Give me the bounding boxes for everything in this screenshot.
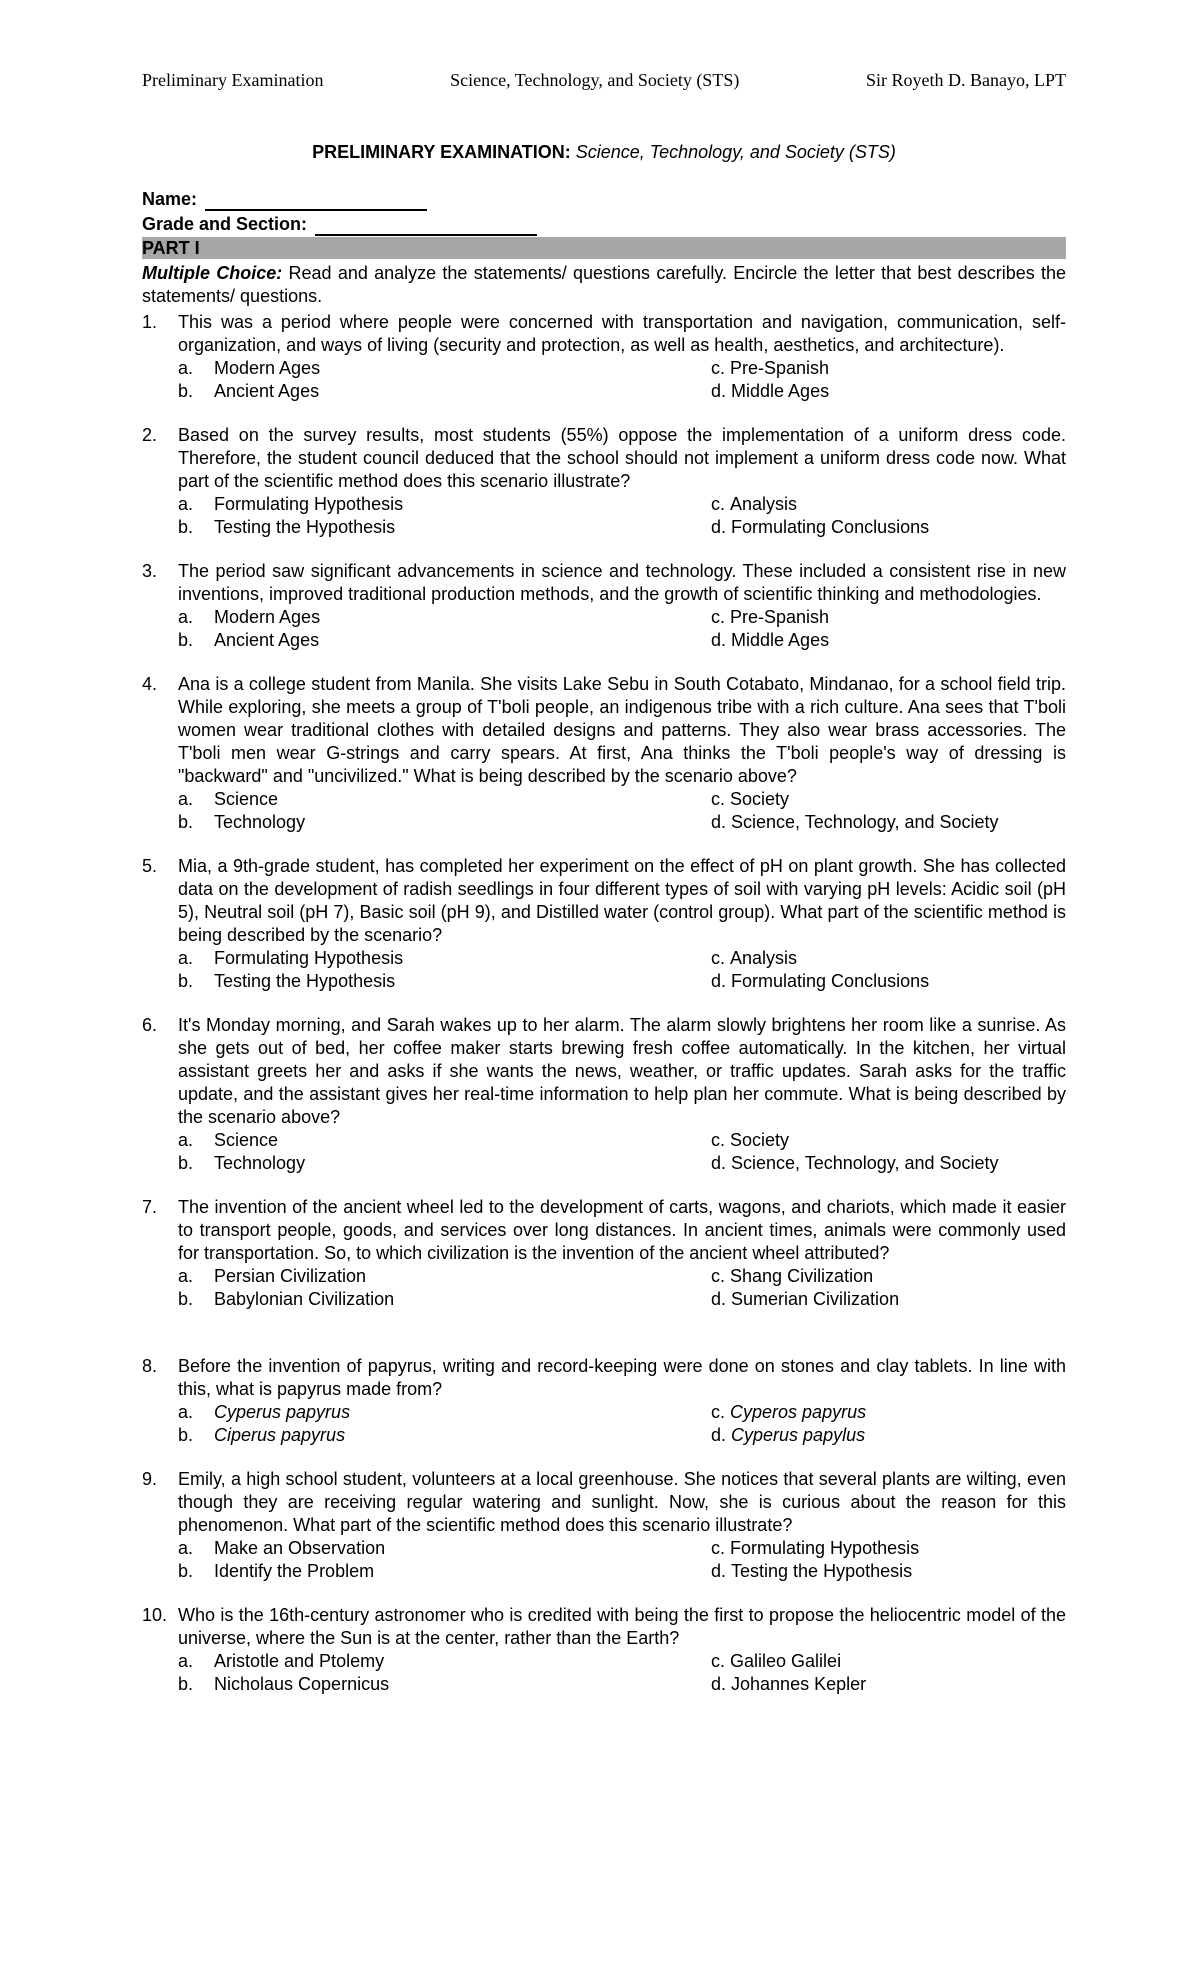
- instructions-lead: Multiple Choice:: [142, 263, 283, 283]
- choice-text: Modern Ages: [214, 358, 321, 378]
- choice-c[interactable]: c. Galileo Galilei: [711, 1651, 842, 1671]
- grade-section-label: Grade and Section:: [142, 214, 308, 234]
- choices: [178, 788, 1066, 834]
- choice-c[interactable]: c. Shang Civilization: [711, 1266, 874, 1286]
- choices: [178, 1129, 1066, 1175]
- choice-d[interactable]: d. Cyperus papylus: [711, 1425, 866, 1445]
- choice-d[interactable]: d. Formulating Conclusions: [711, 971, 930, 991]
- choice-d[interactable]: d. Science, Technology, and Society: [711, 812, 999, 832]
- title-label: PRELIMINARY EXAMINATION:: [312, 142, 571, 162]
- choice-text: Analysis: [730, 494, 798, 514]
- question-number: 1.: [142, 312, 158, 332]
- question-7: [142, 1196, 1066, 1311]
- question-number: 3.: [142, 561, 158, 581]
- choice-a[interactable]: a. Modern Ages: [178, 607, 321, 627]
- question-stem: The invention of the ancient wheel led to the development of carts, wagons, and chariots, which made it easier to transport people, goods, and services over long distances. In ancient times, animals were commonly used for transportation. So, to which civilization is the invention of the ancient wheel attributed?: [178, 1197, 1066, 1263]
- part-heading: PART I: [142, 237, 1066, 259]
- choice-d[interactable]: d. Formulating Conclusions: [711, 517, 930, 537]
- question-stem: The period saw significant advancements in science and technology. These included a consistent rise in new inventions, improved traditional production methods, and the growth of scientific thinking and methodologies.: [178, 561, 1066, 604]
- name-field: [142, 186, 1066, 211]
- choice-text: Testing the Hypothesis: [731, 1561, 913, 1581]
- question-list: [142, 311, 1066, 1696]
- choice-text: Cyperus papyrus: [214, 1402, 351, 1422]
- choice-text: Pre-Spanish: [730, 358, 830, 378]
- choice-text: Ancient Ages: [214, 630, 320, 650]
- question-stem: Before the invention of papyrus, writing and record-keeping were done on stones and clay tablets. In line with this, what is papyrus made from?: [178, 1356, 1066, 1399]
- choice-a[interactable]: a. Aristotle and Ptolemy: [178, 1651, 385, 1671]
- header-left: Preliminary Examination: [142, 70, 324, 90]
- instructions-text: Read and analyze the statements/ questions carefully. Encircle the letter that best describes the statements/ questions.: [142, 263, 1066, 306]
- question-stem: Emily, a high school student, volunteers at a local greenhouse. She notices that several plants are wilting, even though they are receiving regular watering and sunlight. Now, she is curious about the reason for this phenomenon. What part of the scientific method does this scenario illustrate?: [178, 1469, 1066, 1535]
- choice-text: Shang Civilization: [730, 1266, 874, 1286]
- choice-text: Cyperus papylus: [731, 1425, 866, 1445]
- choice-b[interactable]: b. Ancient Ages: [178, 630, 320, 650]
- choice-d[interactable]: d. Science, Technology, and Society: [711, 1153, 999, 1173]
- question-number: 10.: [142, 1605, 168, 1625]
- question-stem: Based on the survey results, most students (55%) oppose the implementation of a uniform dress code. Therefore, the student council deduced that the school should not implement a uniform dress code now. What part of the scientific method does this scenario illustrate?: [178, 425, 1066, 491]
- choice-text: Middle Ages: [731, 381, 830, 401]
- question-9: [142, 1468, 1066, 1583]
- question-stem: Ana is a college student from Manila. She visits Lake Sebu in South Cotabato, Mindanao, for a school field trip. While exploring, she meets a group of T'boli people, an indigenous tribe with a rich culture. Ana sees that T'boli women wear traditional clothes with detailed designs and patterns. They also wear brass accessories. The T'boli men wear G-strings and carry spears. At first, Ana thinks the T'boli people's way of dressing is "backward" and "uncivilized." What is being described by the scenario above?: [178, 674, 1066, 786]
- question-5: [142, 855, 1066, 993]
- question-1: [142, 311, 1066, 403]
- choice-text: Formulating Hypothesis: [214, 948, 404, 968]
- choice-text: Sumerian Civilization: [731, 1289, 900, 1309]
- choice-text: Science: [214, 789, 279, 809]
- choice-text: Society: [730, 789, 790, 809]
- choice-c[interactable]: c. Analysis: [711, 948, 798, 968]
- choice-b[interactable]: b. Technology: [178, 812, 306, 832]
- header-right: Sir Royeth D. Banayo, LPT: [866, 70, 1066, 90]
- question-stem: Mia, a 9th-grade student, has completed her experiment on the effect of pH on plant growth. She has collected data on the development of radish seedlings in four different types of soil with varying pH levels: Acidic soil (pH 5), Neutral soil (pH 7), Basic soil (pH 9), and Distilled water (control group). What part of the scientific method is being described by the scenario?: [178, 856, 1066, 945]
- instructions: [142, 262, 1066, 308]
- choices: [178, 947, 1066, 993]
- question-number: 6.: [142, 1015, 158, 1035]
- choice-text: Identify the Problem: [214, 1561, 375, 1581]
- choice-text: Modern Ages: [214, 607, 321, 627]
- choice-text: Technology: [214, 1153, 306, 1173]
- grade-section-blank[interactable]: [315, 217, 537, 236]
- header-center: Science, Technology, and Society (STS): [450, 70, 740, 90]
- choices: [178, 1650, 1066, 1696]
- choices: [178, 1537, 1066, 1583]
- choice-d[interactable]: d. Middle Ages: [711, 381, 830, 401]
- choice-c[interactable]: c. Cyperos papyrus: [711, 1402, 867, 1422]
- choices: [178, 493, 1066, 539]
- choices: [178, 1265, 1066, 1311]
- choice-text: Babylonian Civilization: [214, 1289, 395, 1309]
- choice-text: Analysis: [730, 948, 798, 968]
- question-8: [142, 1355, 1066, 1447]
- choice-b[interactable]: b. Ciperus papyrus: [178, 1425, 346, 1445]
- choice-text: Ancient Ages: [214, 381, 320, 401]
- question-number: 9.: [142, 1469, 158, 1489]
- name-label: Name:: [142, 189, 198, 209]
- choice-text: Science: [214, 1130, 279, 1150]
- choice-text: Science, Technology, and Society: [731, 812, 999, 832]
- choice-c[interactable]: c. Pre-Spanish: [711, 358, 830, 378]
- question-number: 4.: [142, 674, 158, 694]
- choice-text: Persian Civilization: [214, 1266, 367, 1286]
- choice-a[interactable]: a. Science: [178, 1130, 279, 1150]
- choice-c[interactable]: c. Pre-Spanish: [711, 607, 830, 627]
- choice-a[interactable]: a. Formulating Hypothesis: [178, 948, 404, 968]
- choice-b[interactable]: b. Testing the Hypothesis: [178, 517, 396, 537]
- choice-d[interactable]: d. Testing the Hypothesis: [711, 1561, 913, 1581]
- choice-text: Aristotle and Ptolemy: [214, 1651, 385, 1671]
- exam-content: [142, 141, 1066, 1717]
- question-number: 7.: [142, 1197, 158, 1217]
- choice-c[interactable]: c. Society: [711, 789, 790, 809]
- choice-b[interactable]: b. Testing the Hypothesis: [178, 971, 396, 991]
- page-title: [142, 141, 1066, 164]
- running-header: [142, 70, 1066, 98]
- choice-text: Pre-Spanish: [730, 607, 830, 627]
- choice-b[interactable]: b. Nicholaus Copernicus: [178, 1674, 390, 1694]
- choice-text: Formulating Conclusions: [731, 517, 930, 537]
- choice-a[interactable]: a. Make an Observation: [178, 1538, 386, 1558]
- choice-text: Johannes Kepler: [731, 1674, 867, 1694]
- choice-text: Middle Ages: [731, 630, 830, 650]
- choice-text: Formulating Hypothesis: [214, 494, 404, 514]
- question-number: 2.: [142, 425, 158, 445]
- choice-text: Ciperus papyrus: [214, 1425, 346, 1445]
- choice-text: Testing the Hypothesis: [214, 971, 396, 991]
- title-subject: Science, Technology, and Society (STS): [575, 142, 896, 162]
- question-3: [142, 560, 1066, 652]
- choice-b[interactable]: b. Identify the Problem: [178, 1561, 375, 1581]
- question-number: 5.: [142, 856, 158, 876]
- question-10: [142, 1604, 1066, 1696]
- question-stem: This was a period where people were concerned with transportation and navigation, communication, self-organization, and ways of living (security and protection, as well as health, aesthetics, and architecture).: [178, 312, 1066, 355]
- choice-text: Cyperos papyrus: [730, 1402, 867, 1422]
- choice-text: Science, Technology, and Society: [731, 1153, 999, 1173]
- question-number: 8.: [142, 1356, 158, 1376]
- grade-section-field: [142, 211, 1066, 236]
- choice-a[interactable]: a. Persian Civilization: [178, 1266, 367, 1286]
- choice-a[interactable]: a. Science: [178, 789, 279, 809]
- name-blank[interactable]: [205, 192, 427, 211]
- choice-b[interactable]: b. Technology: [178, 1153, 306, 1173]
- choice-text: Technology: [214, 812, 306, 832]
- choice-text: Make an Observation: [214, 1538, 386, 1558]
- choice-text: Society: [730, 1130, 790, 1150]
- choice-c[interactable]: c. Society: [711, 1130, 790, 1150]
- question-6: [142, 1014, 1066, 1175]
- question-2: [142, 424, 1066, 539]
- question-stem: It's Monday morning, and Sarah wakes up to her alarm. The alarm slowly brightens her room like a sunrise. As she gets out of bed, her coffee maker starts brewing fresh coffee automatically. In the kitchen, her virtual assistant greets her and asks if she wants the news, weather, or traffic updates. Sarah asks for the traffic update, and the assistant gives her real-time information to help plan her commute. What is being described by the scenario above?: [178, 1015, 1066, 1127]
- choice-d[interactable]: d. Sumerian Civilization: [711, 1289, 900, 1309]
- choice-d[interactable]: d. Johannes Kepler: [711, 1674, 867, 1694]
- choice-text: Galileo Galilei: [730, 1651, 842, 1671]
- choice-text: Formulating Conclusions: [731, 971, 930, 991]
- question-stem: Who is the 16th-century astronomer who is credited with being the first to propose the heliocentric model of the universe, where the Sun is at the center, rather than the Earth?: [178, 1605, 1066, 1648]
- choice-c[interactable]: c. Analysis: [711, 494, 798, 514]
- choice-text: Testing the Hypothesis: [214, 517, 396, 537]
- choice-c[interactable]: c. Formulating Hypothesis: [711, 1538, 920, 1558]
- choice-text: Nicholaus Copernicus: [214, 1674, 390, 1694]
- choices: [178, 357, 1066, 403]
- choice-a[interactable]: a. Formulating Hypothesis: [178, 494, 404, 514]
- choices: [178, 1401, 1066, 1447]
- choice-a[interactable]: a. Cyperus papyrus: [178, 1402, 351, 1422]
- choices: [178, 606, 1066, 652]
- choice-b[interactable]: b. Babylonian Civilization: [178, 1289, 395, 1309]
- choice-text: Formulating Hypothesis: [730, 1538, 920, 1558]
- choice-d[interactable]: d. Middle Ages: [711, 630, 830, 650]
- choice-a[interactable]: a. Modern Ages: [178, 358, 321, 378]
- question-4: [142, 673, 1066, 834]
- choice-b[interactable]: b. Ancient Ages: [178, 381, 320, 401]
